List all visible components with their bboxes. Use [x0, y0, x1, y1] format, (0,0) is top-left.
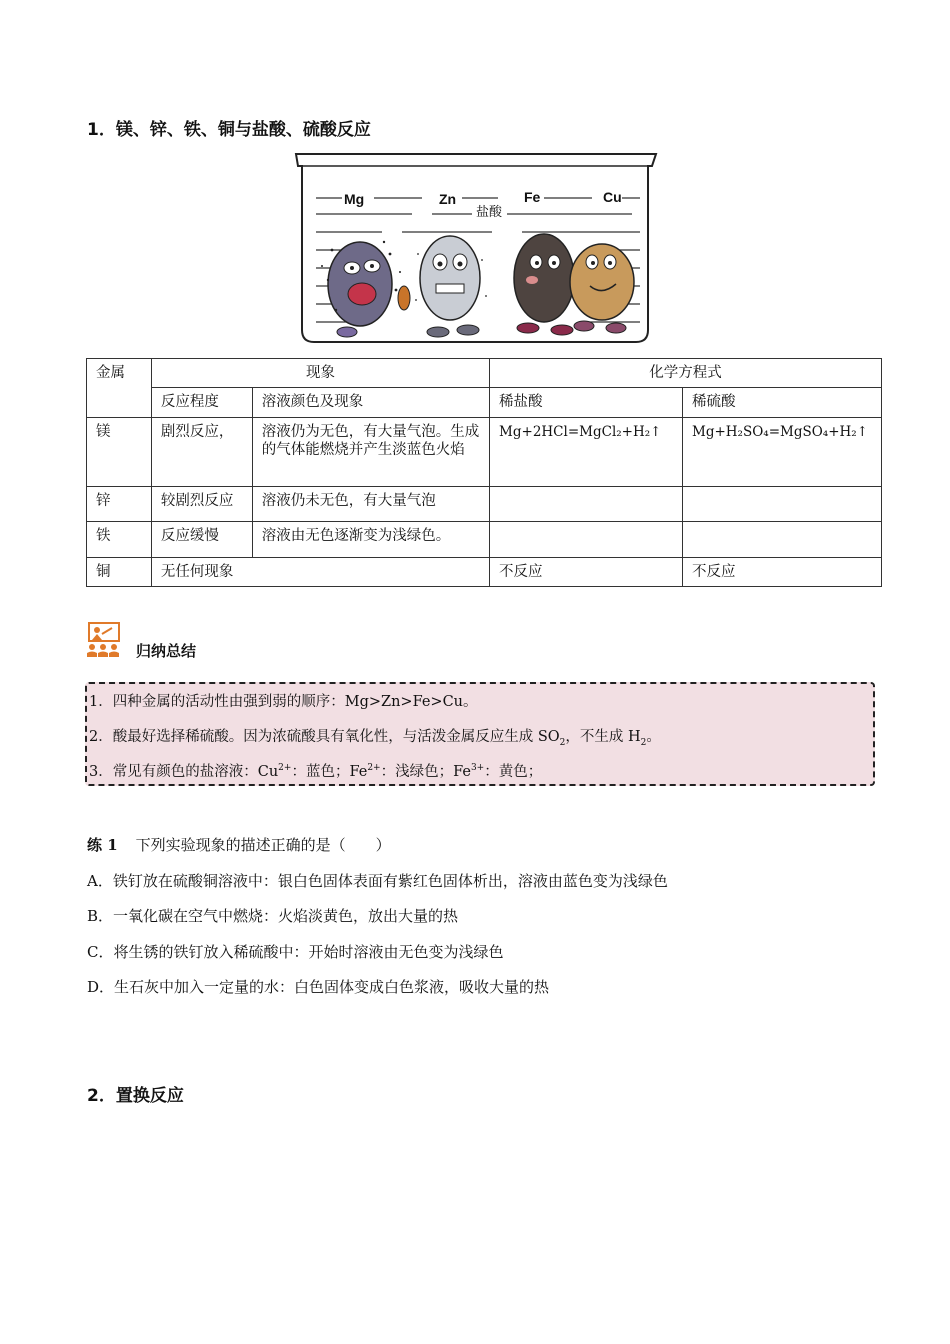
reaction-table: [86, 358, 882, 587]
header-metal: 金属: [87, 359, 152, 418]
label-fe: Fe: [524, 189, 541, 205]
solution-cell: 溶液仍未无色，有大量气泡: [252, 487, 489, 522]
hcl-equation-cell: [490, 487, 683, 522]
label-cu: Cu: [603, 189, 622, 205]
hcl-equation-cell: [490, 522, 683, 558]
option-d: D．生石灰中加入一定量的水：白色固体变成白色浆液，吸收大量的热: [87, 978, 550, 996]
metal-cell: 铁: [87, 522, 152, 558]
header-h2so4: 稀硫酸: [683, 388, 882, 418]
option-a: A．铁钉放在硫酸铜溶液中：银白色固体表面有紫红色固体析出，溶液由蓝色变为浅绿色: [87, 872, 668, 890]
h2so4-equation-cell: [683, 522, 882, 558]
table-row: [87, 418, 882, 487]
degree-cell: 剧烈反应，: [151, 418, 252, 487]
label-acid: 盐酸: [476, 205, 503, 220]
table-row: [87, 487, 882, 522]
header-solution: 溶液颜色及现象: [252, 388, 489, 418]
table-row: [87, 558, 882, 587]
label-zn: Zn: [439, 191, 457, 207]
header-degree: 反应程度: [151, 388, 252, 418]
option-b: B．一氧化碳在空气中燃烧：火焰淡黄色，放出大量的热: [87, 907, 459, 925]
header-hcl: 稀盐酸: [490, 388, 683, 418]
header-phenomenon: 现象: [151, 359, 489, 388]
beaker-illustration: [292, 150, 660, 346]
metal-cell: 镁: [87, 418, 152, 487]
summary-line-2: 2．酸最好选择稀硫酸。因为浓硫酸具有氧化性，与活泼金属反应生成 $SO_2$，不生成 $H_2$。: [89, 729, 661, 748]
degree-cell: 反应缓慢: [151, 522, 252, 558]
h2so4-equation-cell: [683, 487, 882, 522]
solution-cell: 溶液由无色逐渐变为浅绿色。: [252, 522, 489, 558]
hcl-equation-cell: Mg+2HCl=MgCl₂+H₂↑: [490, 418, 683, 487]
metal-cell: 铜: [87, 558, 152, 587]
summary-title: 归纳总结: [136, 642, 197, 660]
section-title-2: 2．置换反应: [87, 1086, 184, 1106]
metal-cell: 锌: [87, 487, 152, 522]
header-equation: 化学方程式: [490, 359, 882, 388]
section-title-1: 1．镁、锌、铁、铜与盐酸、硫酸反应: [87, 120, 371, 140]
summary-line-3: 3．常见有颜色的盐溶液：$Cu^{2+}$：蓝色；$Fe^{2+}$：浅绿色；$Fe^{3+}$：黄色；: [89, 763, 543, 780]
label-mg: Mg: [344, 191, 365, 207]
summary-box: [85, 682, 875, 786]
h2so4-equation-cell: Mg+H₂SO₄=MgSO₄+H₂↑: [683, 418, 882, 487]
exercise-stem: 练 1 下列实验现象的描述正确的是（ ）: [87, 836, 391, 854]
hcl-equation-cell: 不反应: [490, 558, 683, 587]
exercise-label: 练 1: [87, 836, 118, 854]
summary-line-1: 1．四种金属的活动性由强到弱的顺序：Mg>Zn>Fe>Cu。: [89, 694, 478, 710]
teacher-icon: [86, 622, 120, 658]
h2so4-equation-cell: 不反应: [683, 558, 882, 587]
degree-solution-cell: 无任何现象: [151, 558, 489, 587]
option-c: C．将生锈的铁钉放入稀硫酸中：开始时溶液由无色变为浅绿色: [87, 943, 504, 961]
table-row: [87, 522, 882, 558]
solution-cell: 溶液仍为无色，有大量气泡。生成的气体能燃烧并产生淡蓝色火焰: [252, 418, 489, 487]
degree-cell: 较剧烈反应: [151, 487, 252, 522]
